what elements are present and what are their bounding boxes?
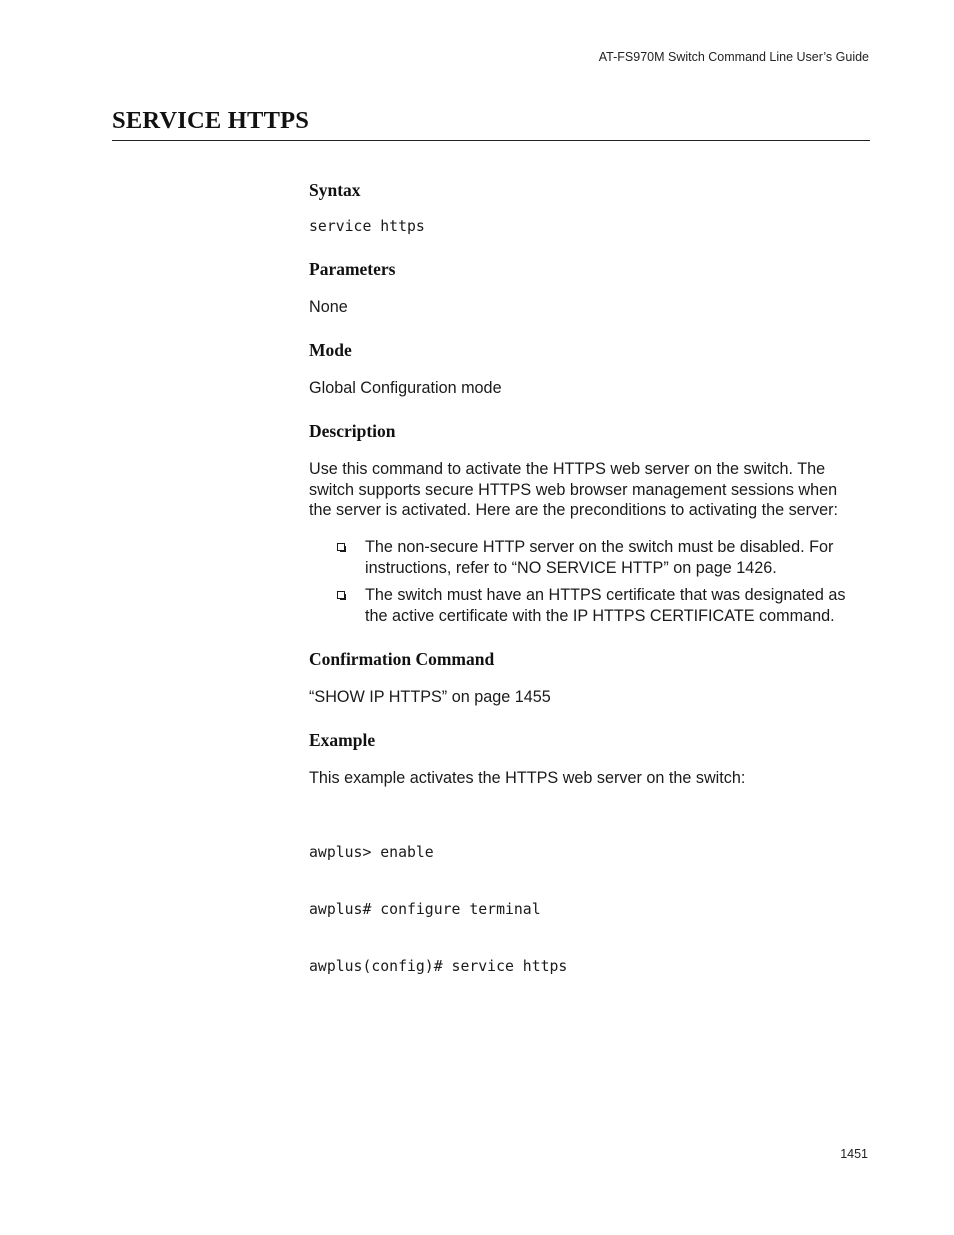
syntax-heading: Syntax — [309, 180, 361, 200]
bullet-line: the active certificate with the IP HTTPS CERTIFICATE command. — [365, 606, 835, 625]
bullet-line: The switch must have an HTTPS certificate that was designated as — [365, 586, 846, 604]
mode-text: Global Configuration mode — [309, 379, 502, 397]
title-rule — [112, 140, 870, 141]
description-paragraph — [309, 459, 838, 521]
example-code — [309, 805, 567, 1014]
mode-heading: Mode — [309, 340, 352, 360]
description-heading: Description — [309, 421, 396, 441]
confirmation-heading: Confirmation Command — [309, 649, 495, 669]
list-item — [309, 537, 874, 578]
description-line: the server is activated. Here are the preconditions to activating the server: — [309, 501, 839, 519]
code-line: awplus# configure terminal — [309, 901, 541, 918]
checkbox-bullet-icon — [337, 591, 345, 599]
checkbox-bullet-icon — [337, 543, 345, 551]
preconditions-list — [309, 537, 874, 633]
example-heading: Example — [309, 730, 376, 750]
list-item — [309, 585, 874, 626]
code-line: awplus> enable — [309, 844, 434, 861]
parameters-text: None — [309, 298, 348, 316]
running-header: AT-FS970M Switch Command Line User’s Guide — [598, 50, 869, 64]
bullet-line: instructions, refer to “NO SERVICE HTTP” on page 1426. — [365, 558, 777, 577]
page-number: 1451 — [840, 1147, 868, 1161]
parameters-heading: Parameters — [309, 259, 396, 279]
page-title: SERVICE HTTPS — [112, 107, 310, 134]
bullet-line: The non-secure HTTP server on the switch must be disabled. For — [365, 538, 834, 556]
confirmation-link[interactable]: “SHOW IP HTTPS” on page 1455 — [309, 688, 551, 706]
syntax-code: service https — [309, 218, 425, 235]
description-line: switch supports secure HTTPS web browser management sessions when — [309, 480, 838, 499]
code-line: awplus(config)# service https — [309, 958, 568, 975]
description-line: Use this command to activate the HTTPS web server on the switch. The — [309, 460, 826, 478]
example-text: This example activates the HTTPS web server on the switch: — [309, 769, 746, 787]
